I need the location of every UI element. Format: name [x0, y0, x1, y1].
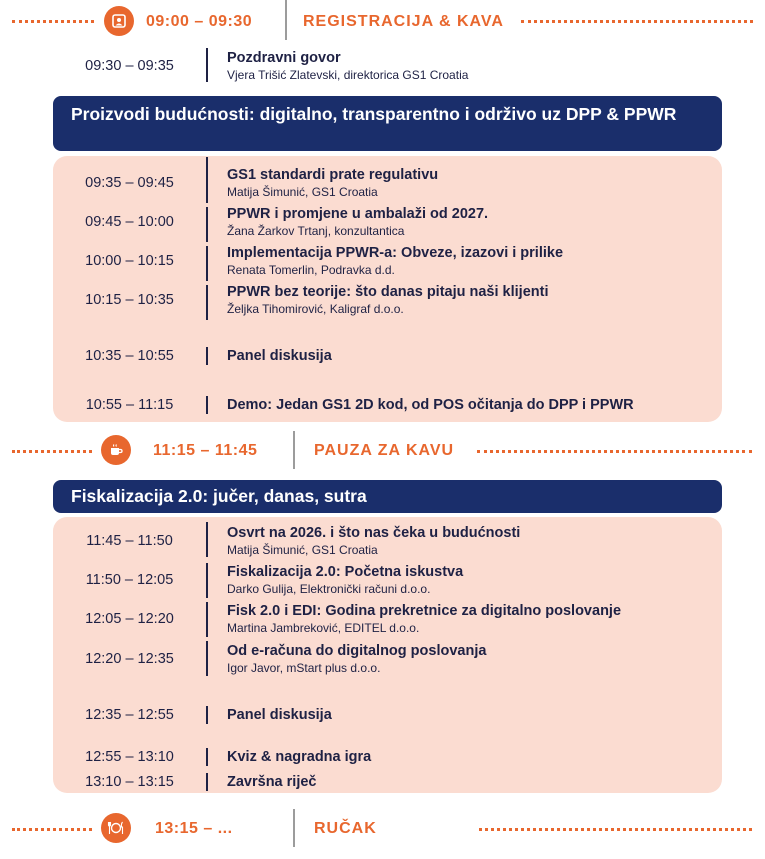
- session-1-header: Proizvodi budućnosti: digitalno, transparentno i održivo uz DPP & PPWR: [53, 96, 722, 151]
- session-1-item-2-speaker: Žana Žarkov Trtanj, konzultantica: [227, 224, 405, 238]
- welcome-speaker: Vjera Trišić Zlatevski, direktorica GS1 Croatia: [227, 68, 469, 82]
- dotted-divider-left: [12, 20, 94, 23]
- registration-row: [0, 2, 765, 42]
- divider: [206, 285, 208, 320]
- session-2-item-2-speaker: Darko Gulija, Elektronički računi d.o.o.: [227, 582, 431, 596]
- session-2-item-3-title: Fisk 2.0 i EDI: Godina prekretnice za digitalno poslovanje: [227, 603, 622, 619]
- session-2-item-2-time: 11:50 – 12:05: [85, 572, 174, 588]
- session-1-item-3-speaker: Renata Tomerlin, Podravka d.d.: [227, 263, 395, 277]
- session-2-item-3-time: 12:05 – 12:20: [85, 611, 174, 627]
- registration-time: 09:00 – 09:30: [146, 13, 253, 30]
- divider: [206, 522, 208, 557]
- session-2-item-1-title: Osvrt na 2026. i što nas čeka u budućnosti: [227, 525, 521, 541]
- dotted-divider-left: [12, 828, 92, 831]
- session-1-item-5-title: Panel diskusija: [227, 348, 332, 364]
- session-2-item-4-title: Od e-računa do digitalnog poslovanja: [227, 643, 487, 659]
- divider: [206, 706, 208, 724]
- dotted-divider-right: [521, 20, 753, 23]
- dotted-divider-left: [12, 450, 92, 453]
- welcome-time: 09:30 – 09:35: [85, 58, 174, 74]
- divider: [206, 396, 208, 414]
- lunch-time: 13:15 – ...: [155, 820, 233, 837]
- session-2-header: Fiskalizacija 2.0: jučer, danas, sutra: [53, 480, 722, 513]
- session-2-item-5-title: Panel diskusija: [227, 707, 332, 723]
- coffee-break-time: 11:15 – 11:45: [153, 442, 258, 459]
- session-2-item-6-time: 12:55 – 13:10: [85, 749, 174, 765]
- divider: [206, 347, 208, 365]
- divider: [206, 48, 208, 82]
- divider: [293, 809, 295, 847]
- session-1-item-4-speaker: Željka Tihomirović, Kaligraf d.o.o.: [227, 302, 404, 316]
- session-1-item-6-title: Demo: Jedan GS1 2D kod, od POS očitanja do DPP i PPWR: [227, 397, 634, 413]
- divider: [293, 431, 295, 469]
- session-1-item-1-title: GS1 standardi prate regulativu: [227, 167, 439, 183]
- divider: [206, 157, 208, 203]
- coffee-break-label: PAUZA ZA KAVU: [314, 442, 455, 459]
- lunch-row: [0, 809, 765, 849]
- session-1-item-3-title: Implementacija PPWR-a: Obveze, izazovi i prilike: [227, 245, 564, 261]
- divider: [206, 207, 208, 242]
- registration-icon: [104, 6, 134, 36]
- session-1-item-5-time: 10:35 – 10:55: [85, 348, 174, 364]
- session-1-item-2-title: PPWR i promjene u ambalaži od 2027.: [227, 206, 489, 222]
- session-2-item-7-title: Završna riječ: [227, 774, 317, 790]
- welcome-title: Pozdravni govor: [227, 50, 341, 66]
- session-1-item-4-time: 10:15 – 10:35: [85, 292, 174, 308]
- session-2-item-6-title: Kviz & nagradna igra: [227, 749, 372, 765]
- session-1-item-3-time: 10:00 – 10:15: [85, 253, 174, 269]
- session-2-item-2-title: Fiskalizacija 2.0: Početna iskustva: [227, 564, 464, 580]
- session-2-item-1-time: 11:45 – 11:50: [86, 533, 173, 549]
- divider: [206, 748, 208, 766]
- divider: [206, 563, 208, 598]
- session-2-item-4-speaker: Igor Javor, mStart plus d.o.o.: [227, 661, 381, 675]
- divider: [206, 641, 208, 676]
- session-1-item-4-title: PPWR bez teorije: što danas pitaju naši klijenti: [227, 284, 549, 300]
- session-2-item-4-time: 12:20 – 12:35: [85, 651, 174, 667]
- session-2-item-1-speaker: Matija Šimunić, GS1 Croatia: [227, 543, 378, 557]
- divider: [206, 773, 208, 791]
- session-1-item-1-time: 09:35 – 09:45: [85, 175, 174, 191]
- divider: [285, 0, 287, 40]
- coffee-cup-icon: [101, 435, 131, 465]
- lunch-label: RUČAK: [314, 820, 377, 837]
- session-1-item-2-time: 09:45 – 10:00: [85, 214, 174, 230]
- dotted-divider-right: [477, 450, 752, 453]
- plate-cutlery-icon: [101, 813, 131, 843]
- session-1-item-1-speaker: Matija Šimunić, GS1 Croatia: [227, 185, 378, 199]
- session-2-item-7-time: 13:10 – 13:15: [85, 774, 174, 790]
- session-2-item-5-time: 12:35 – 12:55: [85, 707, 174, 723]
- divider: [206, 246, 208, 281]
- divider: [206, 602, 208, 637]
- coffee-break-row: [0, 431, 765, 471]
- session-1-item-6-time: 10:55 – 11:15: [85, 397, 174, 413]
- registration-label: REGISTRACIJA & KAVA: [303, 13, 504, 30]
- dotted-divider-right: [479, 828, 752, 831]
- session-2-item-3-speaker: Martina Jambreković, EDITEL d.o.o.: [227, 621, 420, 635]
